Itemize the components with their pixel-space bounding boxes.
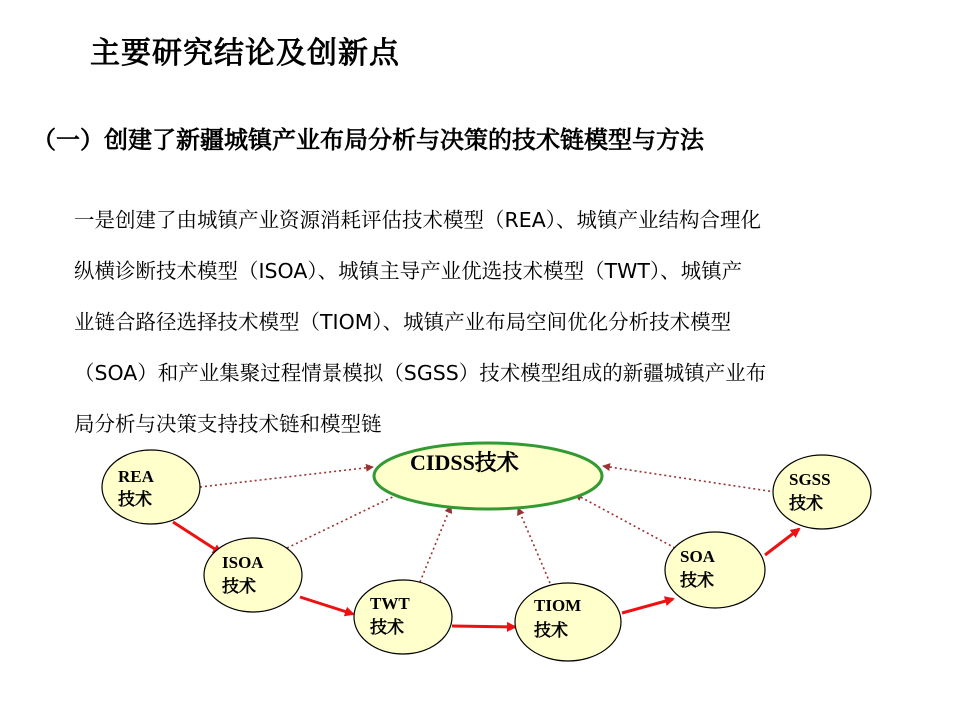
node-label: ISOA: [222, 553, 264, 572]
node-sublabel: 技术: [222, 577, 256, 596]
node-ellipse: [204, 538, 302, 612]
link-sgss-center: [603, 466, 775, 492]
section-heading: （一）创建了新疆城镇产业布局分析与决策的技术链模型与方法: [32, 126, 704, 154]
arrow-tiom-soa: [622, 599, 673, 613]
paragraph-line: 局分析与决策支持技术链和模型链: [74, 412, 382, 436]
page-title: 主要研究结论及创新点: [90, 36, 400, 71]
node-label: REA: [118, 467, 154, 486]
node-ellipse: [354, 580, 452, 654]
node-sgss: [773, 455, 871, 529]
arrow-rea-isoa: [173, 522, 221, 553]
center-node-cidss: [374, 443, 602, 509]
node-ellipse: [665, 532, 765, 608]
node-ellipse: [515, 583, 621, 661]
paragraph-line: （SOA）和产业集聚过程情景模拟（SGSS）技术模型组成的新疆城镇产业布: [74, 361, 767, 385]
node-sublabel: 技术: [680, 571, 714, 590]
link-soa-center: [575, 494, 675, 548]
arrow-soa-sgss: [765, 529, 799, 555]
link-twt-center: [420, 506, 451, 582]
arrow-isoa-twt: [300, 597, 353, 614]
node-ellipse: [773, 455, 871, 529]
link-isoa-center: [287, 492, 403, 548]
arrow-twt-tiom: [452, 626, 515, 627]
link-rea-center: [200, 467, 373, 487]
node-sublabel: 技术: [534, 621, 568, 640]
node-rea: [102, 450, 200, 524]
node-label: TWT: [370, 594, 410, 613]
node-label: TIOM: [534, 596, 582, 615]
paragraph-line: 业链合路径选择技术模型（TIOM）、城镇产业布局空间优化分析技术模型: [74, 310, 732, 334]
paragraph-line: 纵横诊断技术模型（ISOA）、城镇主导产业优选技术模型（TWT）、城镇产: [74, 259, 743, 283]
node-sublabel: 技术: [370, 618, 404, 637]
node-sublabel: 技术: [789, 494, 823, 513]
node-tiom: [515, 583, 621, 661]
paragraph-line: 一是创建了由城镇产业资源消耗评估技术模型（REA）、城镇产业结构合理化: [74, 208, 761, 232]
node-soa: [665, 532, 765, 608]
node-sublabel: 技术: [118, 490, 152, 509]
node-twt: [354, 580, 452, 654]
link-tiom-center: [518, 508, 550, 583]
node-isoa: [204, 538, 302, 612]
node-ellipse: [102, 450, 200, 524]
node-label: SGSS: [789, 470, 831, 489]
center-label: CIDSS技术: [410, 450, 519, 475]
node-label: SOA: [680, 547, 715, 566]
